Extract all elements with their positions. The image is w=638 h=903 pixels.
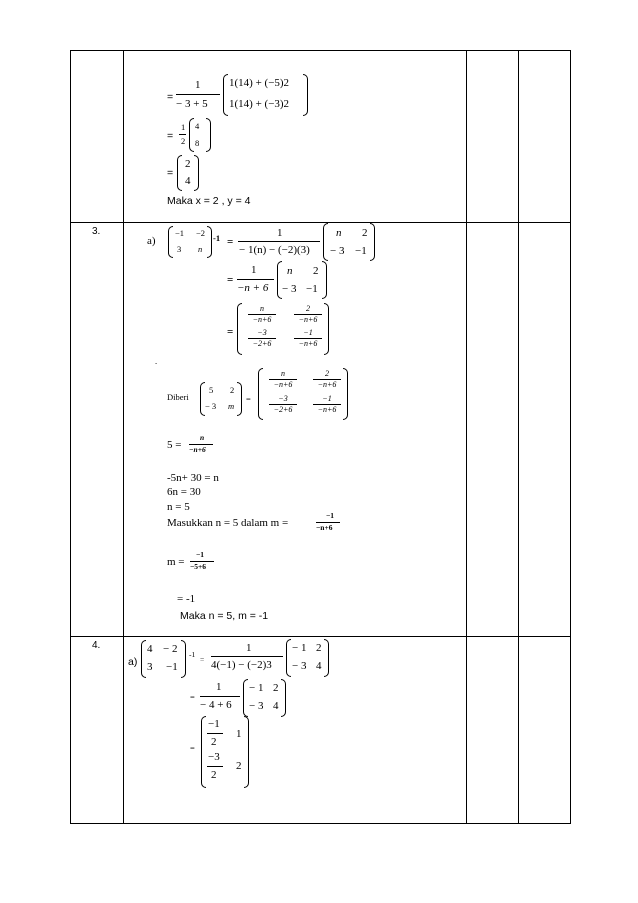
entry-numerator: −1 xyxy=(303,328,313,337)
equals-sign: = xyxy=(190,743,195,753)
solution-line: = -1 xyxy=(177,593,196,605)
entry-denominator: −n+6 xyxy=(298,315,318,324)
matrix-entry: − 3 xyxy=(292,660,307,672)
table-right-border xyxy=(570,50,571,824)
matrix-entry: − 3 xyxy=(249,700,264,712)
matrix-entry: − 3 xyxy=(205,401,217,411)
matrix-right-paren xyxy=(237,382,242,416)
entry-numerator: −3 xyxy=(257,328,267,337)
row-divider-1 xyxy=(70,222,571,223)
question-number: 3. xyxy=(92,226,101,237)
matrix-left-paren xyxy=(323,223,328,261)
fraction-numerator: 1 xyxy=(195,79,201,91)
fraction-bar xyxy=(211,656,283,657)
matrix-row: 1(14) + (−5)2 xyxy=(229,77,290,89)
entry-fraction-bar xyxy=(207,733,223,734)
solution-line: -5n+ 30 = n xyxy=(167,472,219,484)
table-bottom-border xyxy=(70,823,571,824)
matrix-entry: 4 xyxy=(147,643,153,655)
entry-numerator: 2 xyxy=(306,304,310,313)
conclusion-text: Maka n = 5, m = -1 xyxy=(180,610,269,622)
matrix-entry: 2 xyxy=(273,682,279,694)
part-label: a) xyxy=(147,235,156,247)
entry-numerator: −3 xyxy=(208,751,220,763)
equals-sign: = xyxy=(167,130,174,142)
fraction-bar xyxy=(179,134,186,135)
entry-numerator: −3 xyxy=(278,394,288,403)
matrix-entry: 1 xyxy=(236,728,242,740)
entry-denominator: −2+6 xyxy=(273,405,293,414)
entry-denominator: −2+6 xyxy=(252,339,272,348)
matrix-right-paren xyxy=(303,74,308,116)
matrix-left-paren xyxy=(141,640,146,678)
fraction-numerator: 1 xyxy=(246,642,252,654)
fraction-denominator: −n+6 xyxy=(316,523,333,532)
solution-line: Masukkan n = 5 dalam m = xyxy=(167,517,289,529)
matrix-entry: 2 xyxy=(316,642,322,654)
diberi-label: Diberi xyxy=(167,392,189,402)
matrix-entry: − 3 xyxy=(330,245,345,257)
equation-five: 5 = xyxy=(167,439,182,451)
matrix-right-paren xyxy=(207,226,212,258)
matrix-entry: − 1 xyxy=(292,642,307,654)
vector-entry: 8 xyxy=(195,138,200,148)
matrix-entry: 5 xyxy=(209,385,214,395)
fraction-denominator: 4(−1) − (−2)3 xyxy=(211,659,272,671)
equals-sign: = xyxy=(227,236,234,248)
inverse-superscript: -1 xyxy=(213,233,221,243)
entry-numerator: n xyxy=(260,304,264,313)
fraction-numerator: −1 xyxy=(196,550,205,559)
entry-fraction-bar xyxy=(207,766,223,767)
fraction-denominator: −n+6 xyxy=(189,445,206,454)
matrix-entry: 4 xyxy=(273,700,279,712)
table-left-border xyxy=(70,50,71,824)
fraction-numerator: n xyxy=(200,433,205,442)
table-top-border xyxy=(70,50,571,51)
fraction-bar xyxy=(176,94,220,95)
vector-entry: 2 xyxy=(185,158,191,170)
matrix-left-paren xyxy=(201,716,206,788)
fraction-denominator: −n + 6 xyxy=(237,282,269,294)
matrix-entry: − 1 xyxy=(249,682,264,694)
matrix-entry: 4 xyxy=(316,660,322,672)
fraction-numerator: 1 xyxy=(277,227,283,239)
fraction-bar xyxy=(237,279,274,280)
vector-right-paren xyxy=(194,155,199,191)
mark-column-divider-2 xyxy=(518,50,519,824)
matrix-entry: n xyxy=(198,244,203,254)
fraction-denominator: − 4 + 6 xyxy=(200,699,232,711)
equals-sign: = xyxy=(167,167,174,179)
fraction-denominator: −5+6 xyxy=(190,562,207,571)
entry-denominator: −n+6 xyxy=(252,315,272,324)
matrix-entry: −1 xyxy=(306,283,318,295)
matrix-left-paren xyxy=(223,74,228,116)
equals-sign: = xyxy=(167,91,174,103)
solution-line: m = xyxy=(167,556,185,568)
matrix-right-paren xyxy=(370,223,375,261)
entry-denominator: −n+6 xyxy=(317,405,337,414)
fraction-numerator: −1 xyxy=(326,511,335,520)
entry-numerator: n xyxy=(281,369,285,378)
half-numerator: 1 xyxy=(181,122,186,132)
stray-dot: . xyxy=(155,356,158,366)
conclusion-text: Maka x = 2 , y = 4 xyxy=(167,195,251,207)
matrix-entry: 2 xyxy=(362,227,368,239)
matrix-row: 1(14) + (−3)2 xyxy=(229,98,290,110)
fraction-numerator: 1 xyxy=(216,681,222,693)
vector-entry: 4 xyxy=(195,121,200,131)
entry-denominator: −n+6 xyxy=(298,339,318,348)
matrix-right-paren xyxy=(322,261,327,299)
matrix-entry: n xyxy=(287,265,293,277)
matrix-left-paren xyxy=(286,639,291,677)
matrix-entry: 2 xyxy=(313,265,319,277)
mark-column-divider-1 xyxy=(466,50,467,824)
matrix-right-paren xyxy=(181,640,186,678)
entry-numerator: −1 xyxy=(208,718,220,730)
entry-numerator: −1 xyxy=(322,394,332,403)
matrix-right-paren xyxy=(343,368,348,420)
matrix-entry: −1 xyxy=(355,245,367,257)
entry-denominator: −n+6 xyxy=(317,380,337,389)
row-divider-2 xyxy=(70,636,571,637)
equals-sign: = xyxy=(227,326,234,338)
inverse-superscript: -1 xyxy=(189,650,196,659)
vector-left-paren xyxy=(177,155,182,191)
part-label: a) xyxy=(128,656,138,668)
matrix-entry: 2 xyxy=(230,385,235,395)
matrix-right-paren xyxy=(324,303,329,355)
equals-sign: = xyxy=(227,274,234,286)
equals-sign: = xyxy=(246,394,251,404)
entry-denominator: 2 xyxy=(211,769,217,781)
matrix-entry: −2 xyxy=(196,228,206,238)
fraction-bar xyxy=(238,241,320,242)
matrix-entry: −1 xyxy=(166,661,178,673)
fraction-denominator: − 3 + 5 xyxy=(176,98,208,110)
fraction-denominator: − 1(n) − (−2)(3) xyxy=(239,244,310,256)
matrix-entry: −1 xyxy=(175,228,185,238)
matrix-entry: 2 xyxy=(236,760,242,772)
matrix-left-paren xyxy=(237,303,242,355)
entry-denominator: −n+6 xyxy=(273,380,293,389)
entry-numerator: 2 xyxy=(325,369,329,378)
fraction-bar xyxy=(200,696,240,697)
matrix-right-paren xyxy=(281,679,286,717)
vector-entry: 4 xyxy=(185,175,191,187)
vector-left-paren xyxy=(189,118,194,152)
fraction-numerator: 1 xyxy=(251,264,257,276)
matrix-right-paren xyxy=(324,639,329,677)
matrix-entry: n xyxy=(336,227,342,239)
matrix-entry: − 2 xyxy=(163,643,178,655)
half-denominator: 2 xyxy=(181,136,186,146)
number-column-divider xyxy=(123,50,124,824)
matrix-entry: − 3 xyxy=(282,283,297,295)
matrix-entry: m xyxy=(228,401,235,411)
matrix-right-paren xyxy=(244,716,249,788)
solution-line: n = 5 xyxy=(167,501,190,513)
matrix-left-paren xyxy=(258,368,263,420)
question-number: 4. xyxy=(92,640,101,651)
equals-sign: = xyxy=(200,655,205,664)
matrix-entry: 3 xyxy=(177,244,182,254)
solution-line: 6n = 30 xyxy=(167,486,201,498)
equals-sign: = xyxy=(190,692,195,702)
matrix-entry: 3 xyxy=(147,661,153,673)
entry-denominator: 2 xyxy=(211,736,217,748)
vector-right-paren xyxy=(206,118,211,152)
matrix-left-paren xyxy=(168,226,173,258)
matrix-left-paren xyxy=(243,679,248,717)
